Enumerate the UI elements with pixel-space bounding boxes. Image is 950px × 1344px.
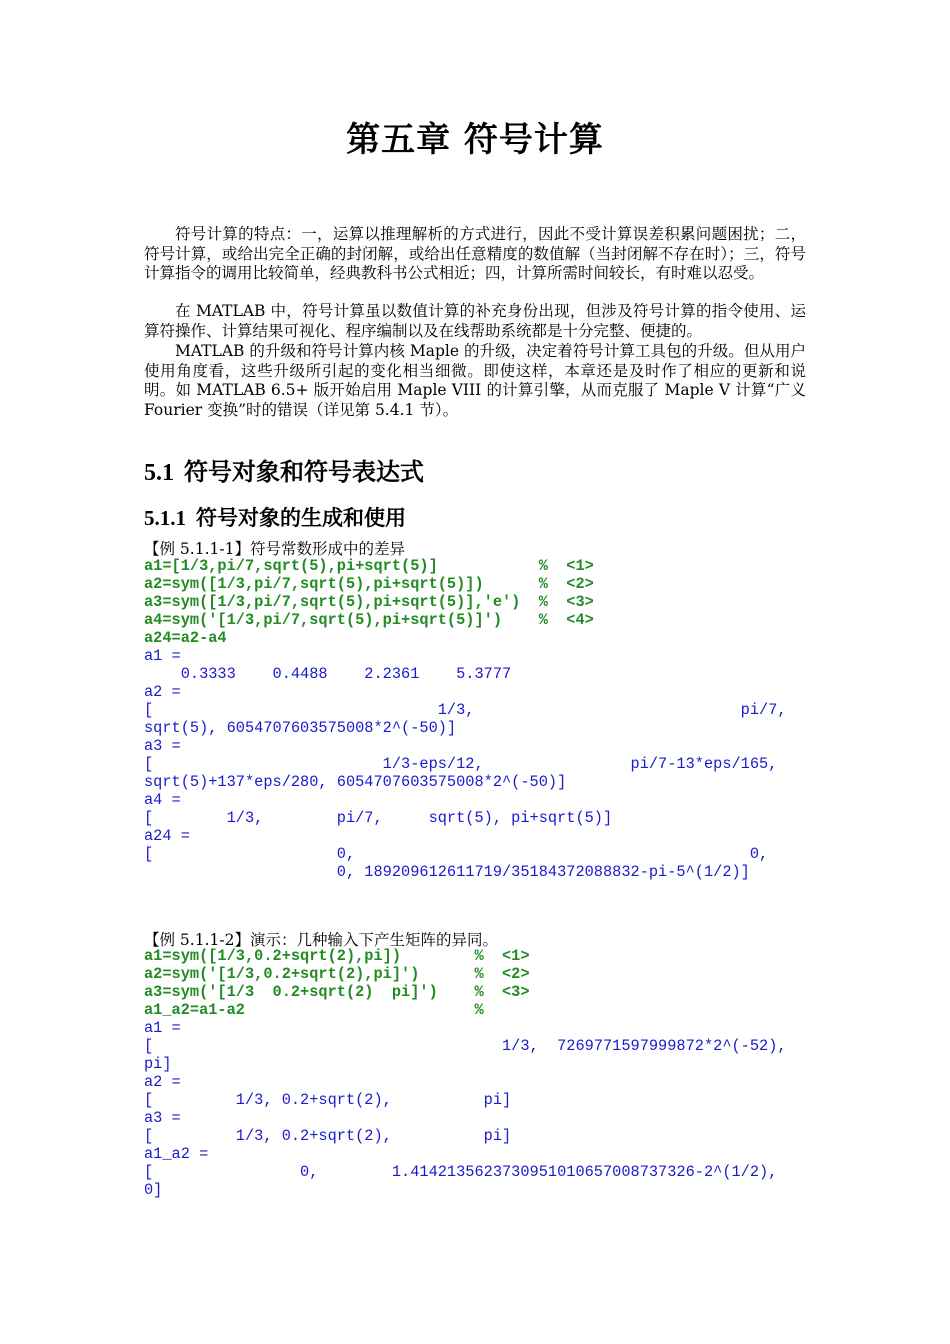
code-output-line: a24 = xyxy=(144,827,190,845)
code-output-line: 0] xyxy=(144,1181,163,1199)
intro-paragraph-1: 符号计算的特点：一，运算以推理解析的方式进行，因此不受计算误差积累问题困扰；二，符号计算，或给出完全正确的封闭解，或给出任意精度的数值解（当封闭解不存在时）；三，符号计算指令的调用比较简单，经典教科书公式相近；四，计算所需时间较长，有时难以忍受。 xyxy=(144,225,806,282)
code-command-line: a1=sym([1/3,0.2+sqrt(2),pi]) % <1> xyxy=(144,947,530,965)
code-output-line: [ 1/3, 7269771597999872*2^(-52), xyxy=(144,1037,787,1055)
code-output-line: [ 1/3, 0.2+sqrt(2), pi] xyxy=(144,1127,512,1145)
code-output-line: a3 = xyxy=(144,737,181,755)
example-2-code xyxy=(144,947,787,1199)
code-command-line: a24=a2-a4 xyxy=(144,629,227,647)
code-command-line: a3=sym([1/3,pi/7,sqrt(5),pi+sqrt(5)],'e') % <3> xyxy=(144,593,594,611)
code-output-line: a2 = xyxy=(144,1073,181,1091)
code-output-line: a1 = xyxy=(144,1019,181,1037)
example-2-label: 【例 5.1.1-2】 xyxy=(144,931,250,949)
code-output-line: [ 1/3, 0.2+sqrt(2), pi] xyxy=(144,1091,512,1109)
code-output-line: [ 1/3, pi/7, sqrt(5), pi+sqrt(5)] xyxy=(144,809,613,827)
code-output-line: a4 = xyxy=(144,791,181,809)
code-command-line: a4=sym('[1/3,pi/7,sqrt(5),pi+sqrt(5)]') % <4> xyxy=(144,611,594,629)
example-1-label: 【例 5.1.1-1】 xyxy=(144,540,250,558)
code-output-line: [ 1/3, pi/7, xyxy=(144,701,787,719)
code-output-line: [ 1/3-eps/12, pi/7-13*eps/165, xyxy=(144,755,778,773)
code-output-line: [ 0, 1.4142135623730951010657008737326-2^(1/2), xyxy=(144,1163,778,1181)
example-1-description: 符号常数形成中的差异 xyxy=(249,540,405,558)
code-output-line: a3 = xyxy=(144,1109,181,1127)
example-2-description: 演示：几种输入下产生矩阵的异同。 xyxy=(249,931,498,949)
subsection-heading xyxy=(144,502,406,532)
code-command-line: a1=[1/3,pi/7,sqrt(5),pi+sqrt(5)] % <1> xyxy=(144,557,594,575)
example-1-caption xyxy=(144,537,405,559)
intro-paragraph-2: 在 MATLAB 中，符号计算虽以数值计算的补充身份出现，但涉及符号计算的指令使用、运算符操作、计算结果可视化、程序编制以及在线帮助系统都是十分完整、便捷的。 xyxy=(144,302,806,340)
code-command-line: a2=sym('[1/3,0.2+sqrt(2),pi]') % <2> xyxy=(144,965,530,983)
code-output-line: a1_a2 = xyxy=(144,1145,209,1163)
intro-paragraph-3: MATLAB 的升级和符号计算内核 Maple 的升级，决定着符号计算工具包的升级。但从用户使用角度看，这些升级所引起的变化相当细微。即使这样，本章还是及时作了相应的更新和说明。如 MATLAB 6.5+ 版开始启用 Maple VIII 的计算引擎，从而克服了 Maple V 计算“广义 Fourier 变换”时的错误（详见第 5.4.1 节）。 xyxy=(144,342,806,419)
code-output-line: a2 = xyxy=(144,683,181,701)
section-number: 5.1 xyxy=(144,460,174,486)
code-output-line: 0, 189209612611719/35184372088832-pi-5^(1/2)] xyxy=(144,863,750,881)
code-output-line: sqrt(5), 6054707603575008*2^(-50)] xyxy=(144,719,457,737)
code-output-line: 0.3333 0.4488 2.2361 5.3777 xyxy=(144,665,512,683)
code-command-line: a2=sym([1/3,pi/7,sqrt(5),pi+sqrt(5)]) % <2> xyxy=(144,575,594,593)
code-command-line: a3=sym('[1/3 0.2+sqrt(2) pi]') % <3> xyxy=(144,983,530,1001)
section-heading xyxy=(144,452,424,487)
chapter-title: 第五章 符号计算 xyxy=(346,120,604,160)
subsection-title: 符号对象的生成和使用 xyxy=(196,506,406,530)
section-title: 符号对象和符号表达式 xyxy=(184,458,424,486)
code-output-line: a1 = xyxy=(144,647,181,665)
example-1-code xyxy=(144,557,787,881)
code-output-line: pi] xyxy=(144,1055,172,1073)
code-command-line: a1_a2=a1-a2 % xyxy=(144,1001,484,1019)
subsection-number: 5.1.1 xyxy=(144,506,186,530)
code-output-line: [ 0, 0, xyxy=(144,845,769,863)
code-output-line: sqrt(5)+137*eps/280, 6054707603575008*2^(-50)] xyxy=(144,773,567,791)
